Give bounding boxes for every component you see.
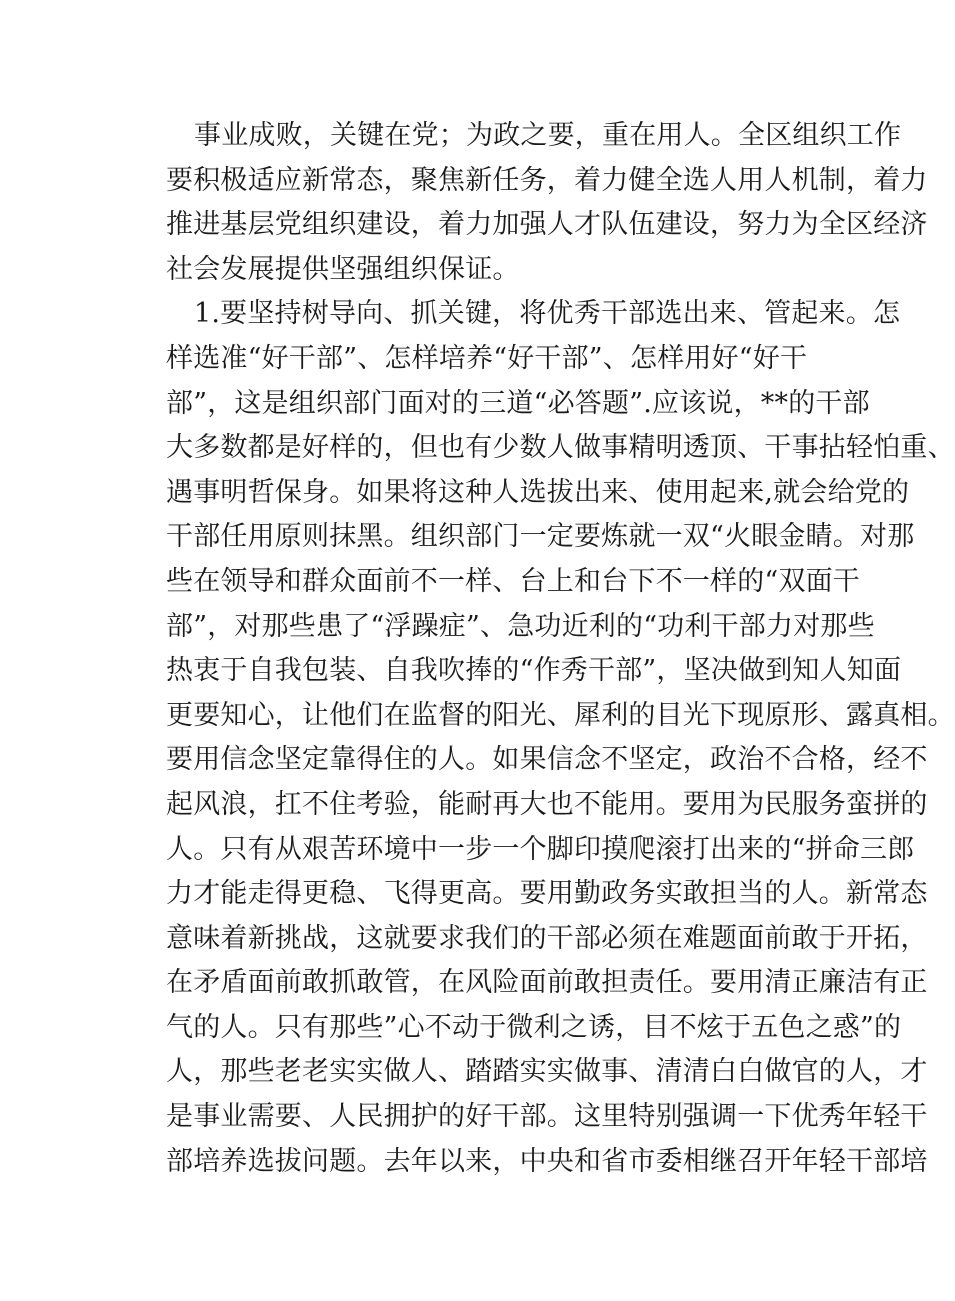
paragraph-2-line-8: 部”，对那些患了“浮躁症”、急功近利的“功利干部力对那些 [166,610,875,642]
paragraph-1-line-4: 社会发展提供坚强组织保证。 [166,253,520,285]
paragraph-2-line-19: 是事业需要、人民拥护的好干部。这里特别强调一下优秀年轻干 [166,1101,928,1133]
paragraph-1-line-3: 推进基层党组织建设，着力加强人才队伍建设，努力为全区经济 [166,209,928,241]
paragraph-2-line-14: 力才能走得更稳、飞得更高。要用勤政务实敢担当的人。新常态 [166,878,928,910]
paragraph-1-line-2: 要积极适应新常态，聚焦新任务，着力健全选人用人机制，着力 [166,164,928,196]
paragraph-2-line-16: 在矛盾面前敢抓敢管，在风险面前敢担责任。要用清正廉洁有正 [166,967,928,999]
paragraph-2-line-5: 遇事明哲保身。如果将这种人选拔出来、使用起来,就会给党的 [166,476,910,508]
paragraph-2-line-20: 部培养选拔问题。去年以来，中央和省市委相继召开年轻干部培 [166,1145,928,1177]
paragraph-2-line-12: 起风浪，扛不住考验，能耐再大也不能用。要用为民服务蛮拼的 [166,788,928,820]
paragraph-2-line-11: 要用信念坚定靠得住的人。如果信念不坚定，政治不合格，经不 [166,744,928,776]
paragraph-2-line-13: 人。只有从艰苦环境中一步一个脚印摸爬滚打出来的“拼命三郎 [166,833,915,865]
paragraph-2-line-18: 人，那些老老实实做人、踏踏实实做事、清清白白做官的人，才 [166,1056,928,1088]
paragraph-2-line-10: 更要知心，让他们在监督的阳光、犀利的目光下现原形、露真相。 [166,699,955,731]
paragraph-2-line-3: 部”，这是组织部门面对的三道“必答题”.应该说，**的干部 [166,387,870,419]
paragraph-1-line-1: 事业成败，关键在党；为政之要，重在用人。全区组织工作 [194,120,902,151]
paragraph-2-line-6: 干部任用原则抹黑。组织部门一定要炼就一双“火眼金睛。对那 [166,521,915,553]
paragraph-2-line-2: 样选准“好干部”、怎样培养“好干部”、怎样用好“好干 [166,342,808,374]
paragraph-2-line-15: 意味着新挑战，这就要求我们的干部必须在难题面前敢于开拓， [166,922,928,954]
paragraph-2-line-17: 气的人。只有那些”心不动于微利之诱，目不炫于五色之惑”的 [166,1011,902,1043]
paragraph-2-line-4: 大多数都是好样的，但也有少数人做事精明透顶、干事拈轻怕重、 [166,432,955,464]
paragraph-2-line-9: 热衷于自我包装、自我吹捧的“作秀干部”，坚决做到知人知面 [166,655,902,687]
paragraph-2-line-7: 些在领导和群众面前不一样、台上和台下不一样的“双面干 [166,565,861,597]
paragraph-2-line-1: 1.要坚持树导向、抓关键，将优秀干部选出来、管起来。怎 [194,298,901,330]
document-body [166,114,955,1184]
